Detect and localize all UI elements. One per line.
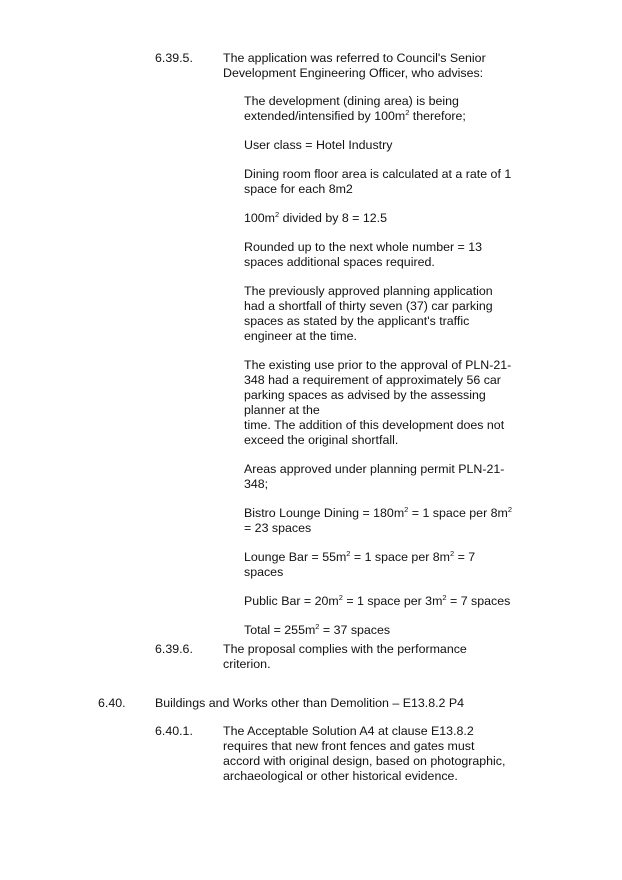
text-line: The development (dining area) is being — [244, 94, 459, 108]
text-fragment: Lounge Bar = 55m — [244, 550, 347, 564]
text-line: Development Engineering Officer, who advises: — [223, 66, 484, 80]
text-fragment: extended/intensified by 100m — [244, 109, 406, 123]
advice-paragraph-1 — [244, 94, 524, 124]
text-line: spaces as stated by the applicant's traffic — [244, 314, 470, 328]
engineering-advice-quote — [244, 94, 524, 652]
text-fragment: = 1 space per 8m — [350, 550, 450, 564]
text-line: Areas approved under planning permit PLN-21- — [244, 462, 505, 476]
text-line: 348 had a requirement of approximately 56 car — [244, 373, 501, 387]
text-fragment: divided by 8 = 12.5 — [279, 211, 387, 225]
advice-paragraph-6 — [244, 284, 524, 344]
text-line: Dining room floor area is calculated at a rate of 1 — [244, 167, 512, 181]
text-line: requires that new front fences and gates must — [223, 739, 475, 753]
superscript: 2 — [405, 108, 410, 117]
section-number-6-40: 6.40. — [98, 696, 126, 710]
text-line: = 23 spaces — [244, 521, 312, 535]
section-heading-6-40: Buildings and Works other than Demolition – E13.8.2 P4 — [155, 696, 465, 710]
superscript: 2 — [507, 505, 513, 514]
text-fragment: 100m — [244, 211, 275, 225]
section-number-6-40-1: 6.40.1. — [155, 724, 193, 738]
text-fragment: = 1 space per 8m — [408, 506, 508, 520]
text-line: parking spaces as advised by the assessing — [244, 388, 486, 402]
text-line: exceed the original shortfall. — [244, 433, 399, 447]
text-line: spaces — [244, 565, 284, 579]
advice-paragraph-3 — [244, 167, 524, 197]
text-line: The Acceptable Solution A4 at clause E13.8.2 — [223, 724, 474, 738]
text-fragment: = 1 space per 3m — [342, 594, 443, 608]
advice-paragraph-7 — [244, 358, 524, 448]
text-line: archaeological or other historical evidence. — [223, 769, 458, 783]
text-fragment: therefore; — [409, 109, 466, 123]
section-number-6-39-5: 6.39.5. — [155, 51, 193, 65]
text-line: accord with original design, based on photographic, — [223, 754, 506, 768]
text-fragment: Bistro Lounge Dining = 180m — [244, 506, 405, 520]
text-line: Rounded up to the next whole number = 13 — [244, 240, 482, 254]
superscript: 2 — [450, 549, 455, 558]
section-text-6-39-5 — [223, 51, 486, 81]
advice-paragraph-4 — [244, 211, 524, 226]
advice-paragraph-5 — [244, 240, 524, 270]
text-line: 348; — [244, 477, 269, 491]
text-line: space for each 8m2 — [244, 182, 353, 196]
text-fragment: = 7 — [454, 550, 476, 564]
advice-paragraph-12 — [244, 623, 524, 638]
superscript: 2 — [442, 593, 447, 602]
text-fragment: Total = 255m — [244, 623, 316, 637]
text-line: The proposal complies with the performance — [223, 642, 467, 656]
superscript: 2 — [315, 622, 320, 631]
advice-paragraph-8 — [244, 462, 524, 492]
section-text-6-40-1 — [223, 724, 505, 784]
text-fragment: = 7 spaces — [446, 594, 511, 608]
superscript: 2 — [346, 549, 351, 558]
text-line: time. The addition of this development does not — [244, 418, 505, 432]
section-text-6-39-6 — [223, 642, 467, 672]
superscript: 2 — [404, 505, 409, 514]
text-line: engineer at the time. — [244, 329, 357, 343]
text-line: criterion. — [223, 657, 271, 671]
advice-paragraph-10 — [244, 550, 524, 580]
text-line: The existing use prior to the approval of PLN-21- — [244, 358, 512, 372]
text-line: planner at the — [244, 403, 320, 417]
text-line: The application was referred to Council's Senior — [223, 51, 486, 65]
text-line: spaces additional spaces required. — [244, 255, 435, 269]
text-fragment: Public Bar = 20m — [244, 594, 339, 608]
advice-paragraph-2: User class = Hotel Industry — [244, 138, 393, 152]
text-line: had a shortfall of thirty seven (37) car parking — [244, 299, 493, 313]
superscript: 2 — [275, 210, 280, 219]
text-fragment: = 37 spaces — [319, 623, 391, 637]
section-number-6-39-6: 6.39.6. — [155, 642, 193, 656]
advice-paragraph-11 — [244, 594, 524, 609]
advice-paragraph-9 — [244, 506, 524, 536]
superscript: 2 — [338, 593, 343, 602]
text-line: The previously approved planning application — [244, 284, 493, 298]
